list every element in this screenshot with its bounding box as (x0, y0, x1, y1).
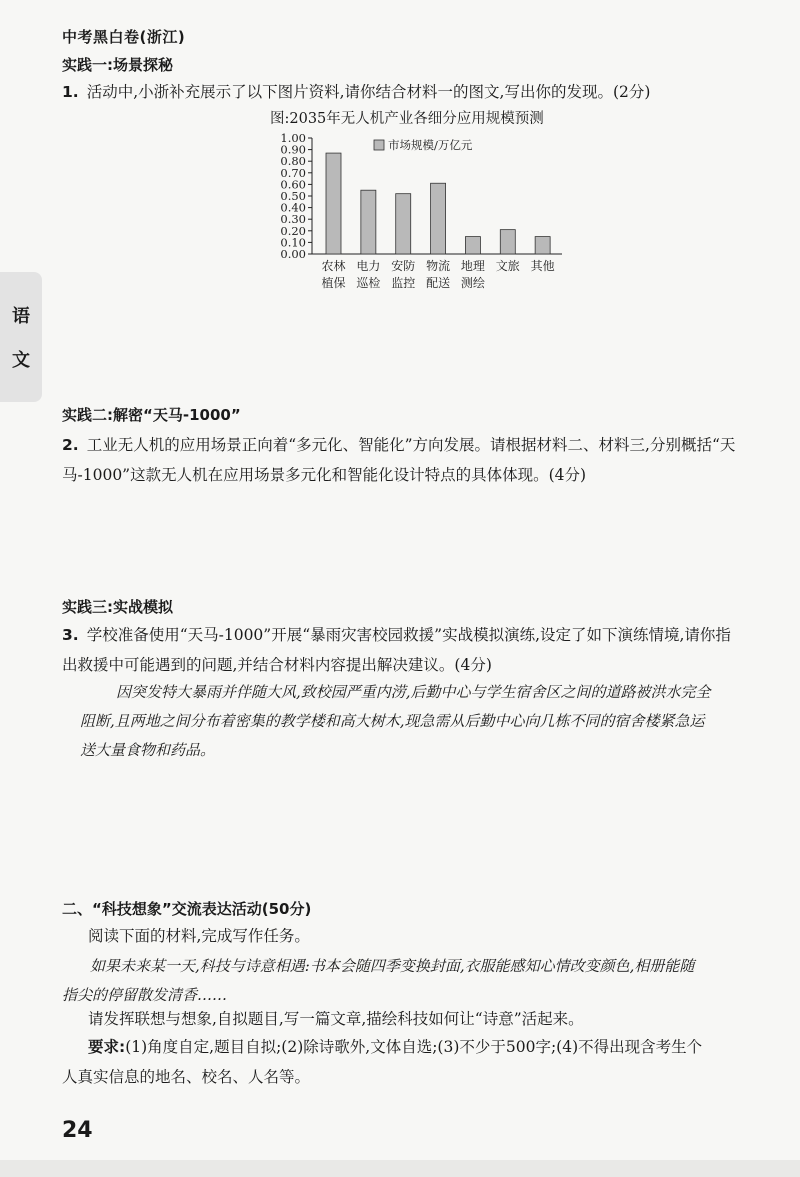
question-1-number: 1. (62, 83, 79, 101)
scenario-text (80, 678, 711, 765)
requirements-label: 要求: (88, 1038, 126, 1056)
x-tick-label: 电力 (356, 259, 381, 273)
question-3-line-2: 出救援中可能遇到的问题,并结合材料内容提出解决建议。(4分) (62, 656, 492, 674)
part2-title: 二、“科技想象”交流表达活动(50分) (62, 900, 312, 918)
bar (431, 183, 446, 254)
y-tick-label: 0.80 (280, 154, 306, 169)
y-tick-label: 0.60 (280, 177, 306, 192)
question-1 (62, 77, 650, 107)
section2-title: 实践二:解密“天马-1000” (62, 406, 241, 424)
bar (465, 237, 480, 254)
x-tick-label: 地理 (460, 259, 485, 273)
legend-swatch (374, 140, 384, 150)
writing-requirements (62, 1032, 702, 1092)
material-line-1: 如果未来某一天,科技与诗意相遇:书本会随四季变换封面,衣服能感知心情改变颜色,相册能随 (90, 957, 695, 975)
book-header: 中考黑白卷(浙江) (62, 28, 186, 46)
bar (361, 190, 376, 254)
question-3-line-1: 学校准备使用“天马-1000”开展“暴雨灾害校园救援”实战模拟演练,设定了如下演练情境,请你指 (86, 626, 731, 644)
writing-material (62, 952, 694, 1010)
part2-instruction: 阅读下面的材料,完成写作任务。 (88, 927, 310, 945)
bar (326, 153, 341, 254)
question-2 (62, 430, 735, 490)
question-1-text: 活动中,小浙补充展示了以下图片资料,请你结合材料一的图文,写出你的发现。(2分) (86, 83, 651, 101)
x-tick-label-line-2: 监控 (391, 276, 416, 290)
material-line-2: 指尖的停留散发清香…… (62, 986, 228, 1004)
requirements-line-1: (1)角度自定,题目自拟;(2)除诗歌外,文体自选;(3)不少于500字;(4)不得出现含考生个 (125, 1038, 703, 1056)
subject-side-tab (0, 272, 42, 402)
y-tick-label: 0.90 (280, 142, 306, 157)
requirements-line-2: 人真实信息的地名、校名、人名等。 (62, 1068, 311, 1086)
x-tick-label-line-2: 植保 (321, 276, 346, 290)
question-3 (62, 620, 731, 680)
scenario-line-2: 阻断,且两地之间分布着密集的教学楼和高大树木,现急需从后勤中心向几栋不同的宿舍楼紧急运 (80, 712, 705, 730)
y-tick-label: 0.70 (280, 165, 306, 180)
x-tick-label-line-2: 测绘 (460, 276, 485, 290)
bar (500, 230, 515, 254)
chart-title: 图:2035年无人机产业各细分应用规模预测 (270, 111, 544, 127)
x-tick-label-line-2: 巡检 (356, 276, 381, 290)
y-tick-label: 0.20 (280, 223, 306, 238)
question-2-line-2: 马-1000”这款无人机在应用场景多元化和智能化设计特点的具体体现。(4分) (62, 466, 587, 484)
x-tick-label: 农林 (321, 259, 346, 273)
question-3-number: 3. (62, 626, 79, 644)
y-tick-label: 0.50 (280, 189, 306, 203)
scenario-line-1: 因突发特大暴雨并伴随大风,致校园严重内涝,后勤中心与学生宿舍区之间的道路被洪水完全 (116, 683, 711, 701)
x-tick-label: 文旅 (495, 259, 520, 273)
bar (535, 237, 550, 254)
bar-chart (250, 128, 580, 300)
legend-label: 市场规模/万亿元 (388, 138, 473, 152)
page-number: 24 (62, 1118, 93, 1143)
x-tick-label: 物流 (426, 259, 451, 273)
y-tick-label: 0.00 (280, 247, 306, 261)
x-tick-label: 安防 (391, 259, 416, 273)
y-tick-label: 0.10 (280, 235, 306, 250)
side-tab-char-2: 文 (12, 350, 30, 371)
question-2-number: 2. (62, 436, 79, 454)
writing-prompt: 请发挥联想与想象,自拟题目,写一篇文章,描绘科技如何让“诗意”活起来。 (88, 1010, 584, 1028)
side-tab-char-1: 语 (12, 306, 30, 327)
y-tick-label: 0.40 (280, 200, 306, 215)
x-tick-label-line-2: 配送 (426, 276, 451, 290)
x-tick-label: 其他 (530, 259, 555, 273)
y-tick-label: 0.30 (280, 212, 306, 227)
bar (396, 194, 411, 254)
section3-title: 实践三:实战模拟 (62, 598, 173, 616)
y-tick-label: 1.00 (280, 131, 306, 145)
section1-title: 实践一:场景探秘 (62, 56, 173, 74)
page-footer-band (0, 1160, 800, 1177)
question-2-line-1: 工业无人机的应用场景正向着“多元化、智能化”方向发展。请根据材料二、材料三,分别概括“天 (86, 436, 736, 454)
scenario-line-3: 送大量食物和药品。 (80, 741, 216, 759)
